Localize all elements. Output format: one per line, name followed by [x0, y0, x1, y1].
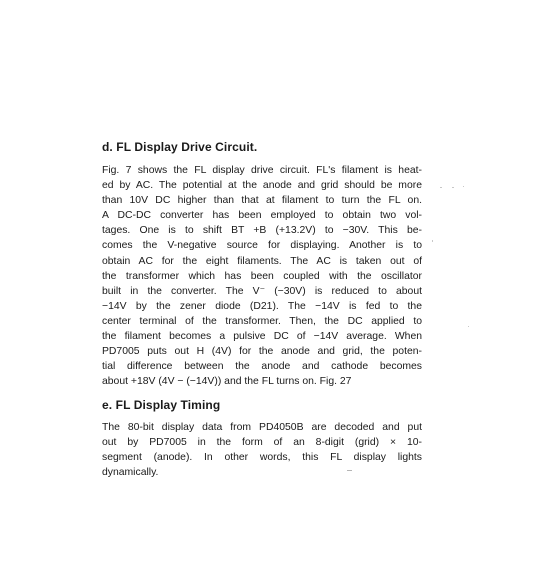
text-line: A DC-DC converter has been employed to obtain two vol-	[102, 210, 422, 222]
text-line: ed by AC. The potential at the anode and grid should be more	[102, 180, 422, 192]
text-line: center terminal of the transformer. Then, the DC applied to	[102, 315, 422, 327]
text-line: The 80-bit display data from PD4050B are decoded and put	[102, 422, 422, 433]
text-line: than 10V DC higher than that at filament to turn the FL on.	[102, 195, 422, 207]
text-line: Fig. 7 shows the FL display drive circuit. FL's filament is heat-	[102, 165, 422, 176]
text-line: PD7005 puts out H (4V) for the anode and grid, the poten-	[102, 346, 422, 358]
text-line: the filament becomes a pulsive DC of −14V average. When	[102, 331, 422, 343]
text-line: −14V by the zener diode (D21). The −14V is fed to the	[102, 300, 422, 312]
text-line: segment (anode). In other words, this FL display lights	[102, 452, 422, 464]
text-line: comes the V-negative source for displaying. Another is to	[102, 240, 422, 252]
text-line: dynamically.	[102, 467, 159, 479]
scan-speck	[432, 240, 433, 242]
scan-speck	[347, 470, 352, 471]
text-line: tages. One is to shift BT +B (+13.2V) to −30V. This be-	[102, 225, 422, 237]
text-line: built in the converter. The V⁻ (−30V) is reduced to about	[102, 285, 422, 297]
scan-speck	[440, 187, 442, 188]
section-d-paragraph	[102, 163, 422, 389]
section-e-paragraph	[102, 420, 422, 480]
text-line: tial difference between the anode and cathode becomes	[102, 361, 422, 373]
section-d-heading: d. FL Display Drive Circuit.	[102, 140, 258, 154]
scan-speck	[463, 186, 464, 187]
text-line: obtain AC for the eight filaments. The AC is taken out of	[102, 255, 422, 267]
text-line: the transformer which has been coupled with the oscillator	[102, 270, 422, 282]
scan-speck	[468, 326, 469, 327]
text-line: out by PD7005 in the form of an 8-digit (grid) × 10-	[102, 437, 422, 449]
section-e-heading: e. FL Display Timing	[102, 398, 221, 412]
text-line: about +18V (4V − (−14V)) and the FL turns on. Fig. 27	[102, 376, 352, 388]
scan-speck	[452, 187, 454, 188]
